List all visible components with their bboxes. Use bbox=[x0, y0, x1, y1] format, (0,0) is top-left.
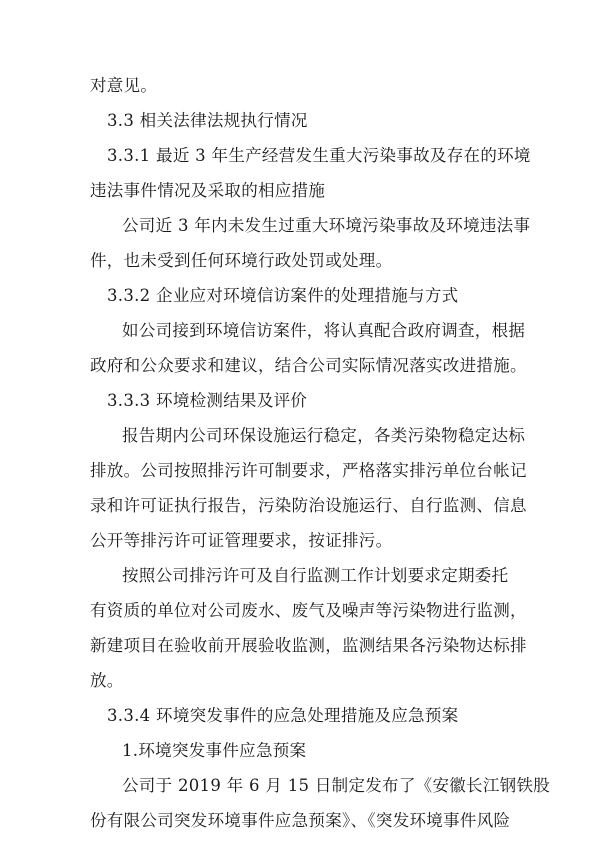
paragraph-line: 报告期内公司环保设施运行稳定，各类污染物稳定达标 bbox=[122, 426, 526, 445]
subsection-heading-3-3-3: 3.3.3 环境检测结果及评价 bbox=[107, 391, 308, 410]
list-heading: 1.环境突发事件应急预案 bbox=[122, 741, 307, 760]
paragraph-line: 新建项目在验收前开展验收监测，监测结果各污染物达标排 bbox=[90, 636, 527, 655]
subsection-heading-3-3-4: 3.3.4 环境突发事件的应急处理措施及应急预案 bbox=[107, 706, 459, 725]
paragraph-line: 公开等排污许可证管理要求，按证排污。 bbox=[90, 531, 393, 550]
paragraph-line: 份有限公司突发环境事件应急预案》、《突发环境事件风险 bbox=[90, 811, 511, 830]
section-heading-3-3: 3.3 相关法律法规执行情况 bbox=[107, 111, 308, 130]
paragraph-line: 排放。公司按照排污许可制要求，严格落实排污单位台帐记 bbox=[90, 461, 527, 480]
paragraph-line: 公司于 2019 年 6 月 15 日制定发布了《安徽长江钢铁股 bbox=[122, 776, 551, 795]
paragraph-line: 政府和公众要求和建议，结合公司实际情况落实改进措施。 bbox=[90, 356, 527, 375]
subsection-heading-3-3-1: 3.3.1 最近 3 年生产经营发生重大污染事故及存在的环境 bbox=[107, 146, 531, 165]
paragraph-line: 对意见。 bbox=[90, 76, 158, 95]
paragraph-line: 公司近 3 年内未发生过重大环境污染事故及环境违法事 bbox=[122, 216, 531, 235]
paragraph-line: 按照公司排污许可及自行监测工作计划要求定期委托 bbox=[122, 566, 509, 585]
paragraph-line: 件，也未受到任何环境行政处罚或处理。 bbox=[90, 251, 393, 270]
paragraph-line: 放。 bbox=[90, 671, 124, 690]
subsection-heading-3-3-1-cont: 违法事件情况及采取的相应措施 bbox=[90, 181, 326, 200]
paragraph-line: 录和许可证执行报告，污染防治设施运行、自行监测、信息 bbox=[90, 496, 527, 515]
paragraph-line: 有资质的单位对公司废水、废气及噪声等污染物进行监测， bbox=[90, 601, 527, 620]
subsection-heading-3-3-2: 3.3.2 企业应对环境信访案件的处理措施与方式 bbox=[107, 286, 459, 305]
paragraph-line: 如公司接到环境信访案件，将认真配合政府调查，根据 bbox=[122, 321, 526, 340]
